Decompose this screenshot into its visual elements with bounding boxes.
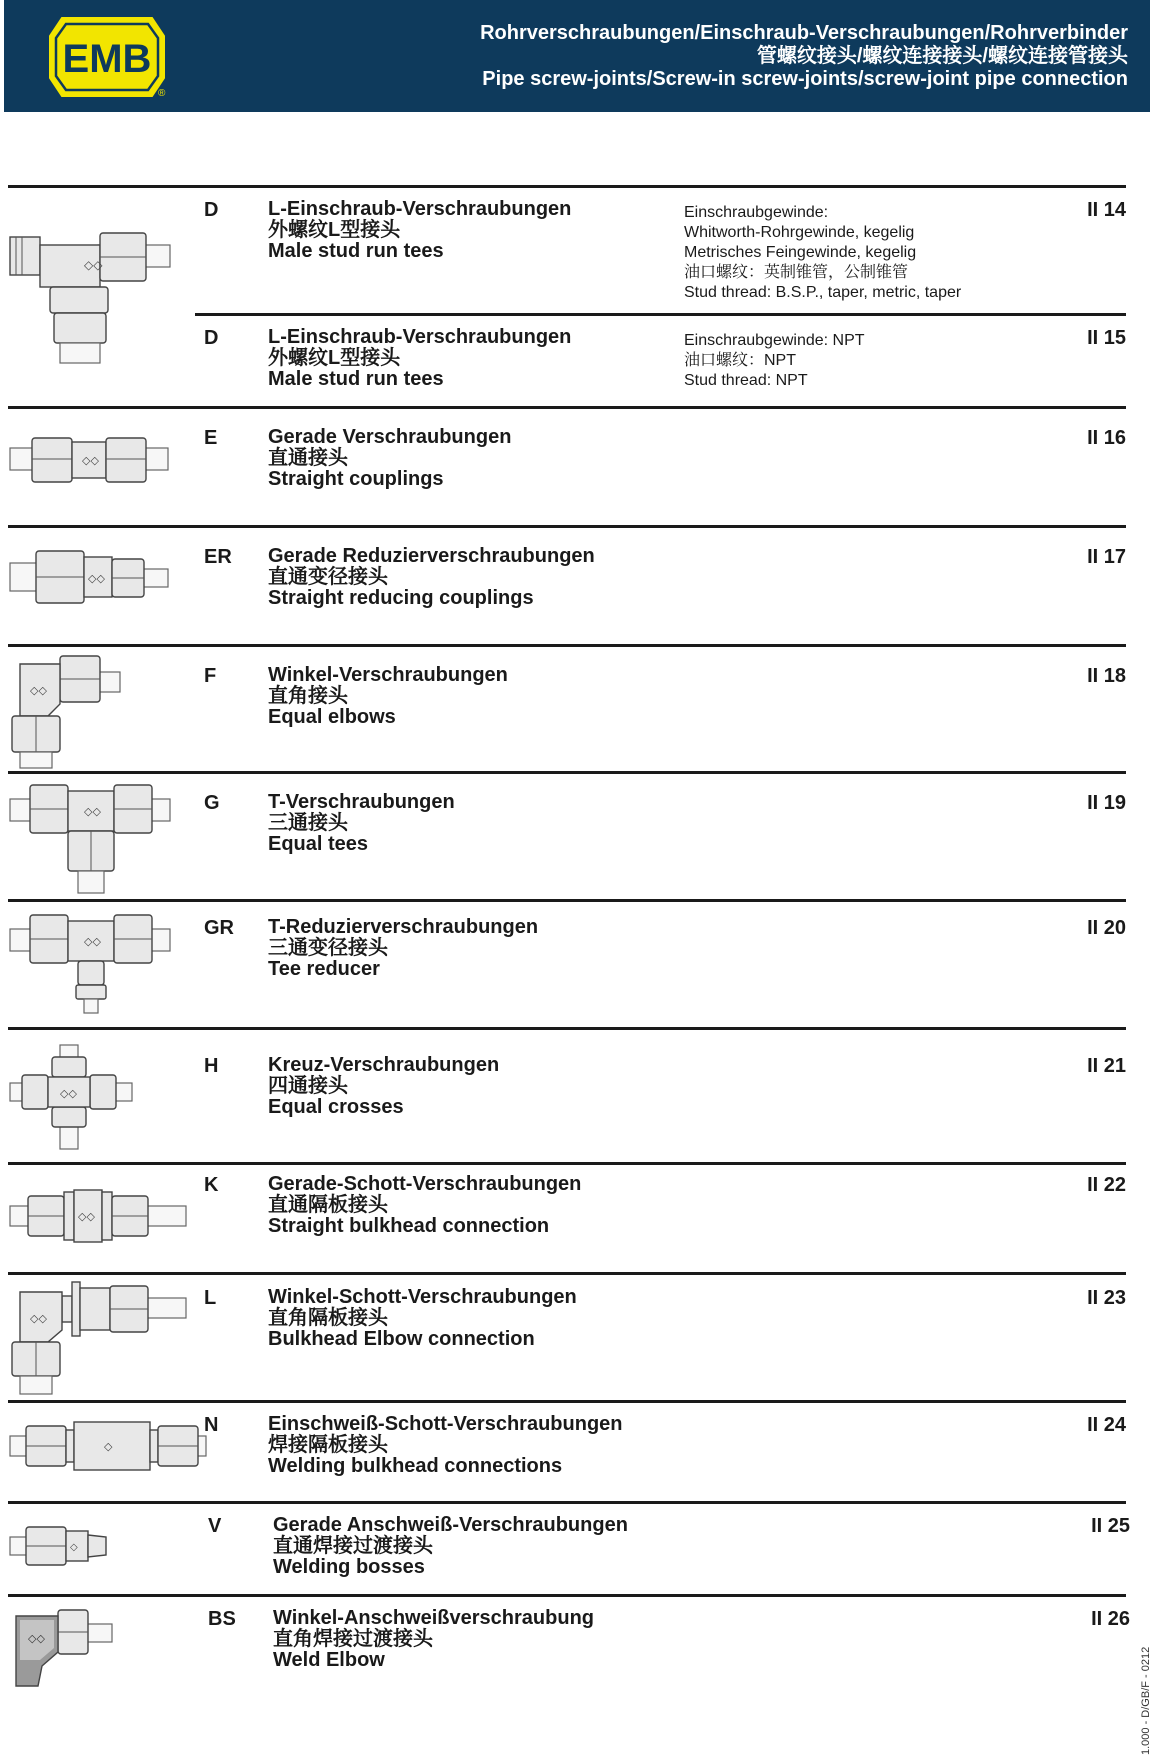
svg-text:◇◇: ◇◇ <box>60 1088 77 1100</box>
title-de: Gerade Verschraubungen <box>268 426 512 448</box>
row-code: D <box>204 327 219 349</box>
document-id: 1.000 - D/GB/F - 0212 <box>1140 1646 1152 1755</box>
page-ref[interactable]: II 21 <box>1087 1055 1126 1077</box>
welding-bulkhead-icon <box>8 1400 208 1500</box>
tee-reducer-icon <box>8 899 173 1024</box>
title-zh: 三通变径接头 <box>268 937 388 959</box>
title-de: Winkel-Schott-Verschraubungen <box>268 1286 577 1308</box>
title-zh: 直角焊接过渡接头 <box>273 1628 433 1650</box>
row-code: V <box>208 1515 222 1537</box>
divider <box>8 406 1126 409</box>
divider <box>195 313 1126 316</box>
row-titles <box>268 1055 499 1118</box>
svg-text:◇: ◇ <box>104 1441 113 1453</box>
row-titles <box>268 427 511 490</box>
row-titles <box>268 792 455 855</box>
row-titles <box>268 199 571 262</box>
divider <box>8 185 1126 188</box>
straight-reducing-coupling-icon <box>8 525 173 635</box>
page-ref[interactable]: II 22 <box>1087 1174 1126 1196</box>
row-titles <box>268 1287 577 1350</box>
page-ref[interactable]: II 19 <box>1087 792 1126 814</box>
note-line: Stud thread: B.S.P., taper, metric, taper <box>684 284 962 301</box>
title-de: Einschweiß-Schott-Verschraubungen <box>268 1413 623 1435</box>
page-ref[interactable]: II 23 <box>1087 1287 1126 1309</box>
title-en: Straight reducing couplings <box>268 587 534 609</box>
row-code: L <box>204 1287 217 1309</box>
row-code: GR <box>204 917 234 939</box>
emb-logo <box>48 16 166 98</box>
title-de: Gerade-Schott-Verschraubungen <box>268 1173 582 1195</box>
title-de: L-Einschraub-Verschraubungen <box>268 326 572 348</box>
row-code: H <box>204 1055 219 1077</box>
title-zh: 直通隔板接头 <box>268 1194 388 1216</box>
title-en: Tee reducer <box>268 958 380 980</box>
title-en: Weld Elbow <box>273 1649 385 1671</box>
title-en: Equal elbows <box>268 706 396 728</box>
row-titles <box>273 1515 628 1578</box>
row-code: D <box>204 199 219 221</box>
divider <box>8 525 1126 528</box>
svg-text:◇◇: ◇◇ <box>28 1633 45 1645</box>
page-ref[interactable]: II 26 <box>1091 1608 1130 1630</box>
row-titles <box>268 665 508 728</box>
title-en: Equal crosses <box>268 1096 404 1118</box>
title-de: Winkel-Verschraubungen <box>268 664 508 686</box>
divider <box>8 1594 1126 1597</box>
divider <box>8 1501 1126 1504</box>
divider <box>8 644 1126 647</box>
title-de: Winkel-Anschweißverschraubung <box>273 1607 594 1629</box>
title-en: Straight bulkhead connection <box>268 1215 550 1237</box>
page-ref[interactable]: II 18 <box>1087 665 1126 687</box>
male-stud-run-tee-icon <box>8 185 173 365</box>
title-zh: 外螺纹L型接头 <box>268 347 401 369</box>
page-ref[interactable]: II 20 <box>1087 917 1126 939</box>
note-line: Einschraubgewinde: <box>684 204 829 221</box>
row-notes <box>684 331 865 391</box>
title-zh: 直角接头 <box>268 685 348 707</box>
row-notes <box>684 203 961 303</box>
page-header <box>4 0 1150 112</box>
bulkhead-elbow-icon <box>8 1272 188 1397</box>
divider <box>8 1027 1126 1030</box>
page-ref[interactable]: II 17 <box>1087 546 1126 568</box>
row-code: N <box>204 1414 219 1436</box>
title-de: Gerade Anschweiß-Verschraubungen <box>273 1514 628 1536</box>
title-de: L-Einschraub-Verschraubungen <box>268 198 572 220</box>
note-line: 油口螺纹：NPT <box>684 352 797 369</box>
title-zh: 三通接头 <box>268 812 348 834</box>
straight-bulkhead-icon <box>8 1162 188 1267</box>
title-de: Gerade Reduzierverschraubungen <box>268 545 595 567</box>
divider <box>8 771 1126 774</box>
welding-boss-icon <box>8 1501 138 1591</box>
note-line: Metrisches Feingewinde, kegelig <box>684 244 917 261</box>
logo-text: EMB <box>62 37 152 81</box>
row-titles <box>268 327 571 390</box>
row-code: F <box>204 665 217 687</box>
page-ref[interactable]: II 14 <box>1087 199 1126 221</box>
equal-tee-icon <box>8 771 173 896</box>
note-line: Einschraubgewinde: NPT <box>684 332 865 349</box>
weld-elbow-icon <box>8 1594 138 1704</box>
page-ref[interactable]: II 24 <box>1087 1414 1126 1436</box>
equal-cross-icon <box>8 1027 173 1159</box>
equal-elbow-icon <box>8 644 173 769</box>
title-zh: 直通焊接过渡接头 <box>273 1535 433 1557</box>
title-de: Kreuz-Verschraubungen <box>268 1054 500 1076</box>
row-code: ER <box>204 546 232 568</box>
row-code: K <box>204 1174 219 1196</box>
svg-text:◇◇: ◇◇ <box>84 936 101 948</box>
title-en: Bulkhead Elbow connection <box>268 1328 535 1350</box>
note-line: Stud thread: NPT <box>684 372 808 389</box>
title-chinese: 管螺纹接头/螺纹连接接头/螺纹连接管接头 <box>756 45 1128 67</box>
note-line: Whitworth-Rohrgewinde, kegelig <box>684 224 915 241</box>
title-zh: 直通变径接头 <box>268 566 388 588</box>
page-ref[interactable]: II 16 <box>1087 427 1126 449</box>
title-en: Straight couplings <box>268 468 444 490</box>
divider <box>8 899 1126 902</box>
title-en: Equal tees <box>268 833 369 855</box>
title-en: Welding bosses <box>273 1556 425 1578</box>
row-titles <box>273 1608 594 1671</box>
title-zh: 外螺纹L型接头 <box>268 219 401 241</box>
svg-text:◇◇: ◇◇ <box>88 573 105 585</box>
row-titles <box>268 546 595 609</box>
title-en: Welding bulkhead connections <box>268 1455 563 1477</box>
svg-text:◇◇: ◇◇ <box>84 258 103 272</box>
title-german: Rohrverschraubungen/Einschraub-Verschraubungen/Rohrverbinder <box>480 22 1128 44</box>
header-titles <box>480 22 1128 91</box>
row-titles <box>268 1174 581 1237</box>
title-de: T-Reduzierverschraubungen <box>268 916 539 938</box>
svg-text:◇◇: ◇◇ <box>30 1313 47 1325</box>
title-zh: 四通接头 <box>268 1075 348 1097</box>
svg-text:◇◇: ◇◇ <box>30 685 47 697</box>
title-en: Male stud run tees <box>268 368 444 390</box>
title-zh: 直角隔板接头 <box>268 1307 388 1329</box>
svg-text:◇◇: ◇◇ <box>84 806 101 818</box>
title-zh: 焊接隔板接头 <box>268 1434 388 1456</box>
title-de: T-Verschraubungen <box>268 791 455 813</box>
page-ref[interactable]: II 25 <box>1091 1515 1130 1537</box>
title-en: Male stud run tees <box>268 240 444 262</box>
svg-text:◇◇: ◇◇ <box>78 1211 95 1223</box>
note-line: 油口螺纹：英制锥管，公制锥管 <box>684 264 909 281</box>
svg-text:◇◇: ◇◇ <box>82 455 99 467</box>
straight-coupling-icon <box>8 406 173 516</box>
row-code: BS <box>208 1608 236 1630</box>
row-code: G <box>204 792 220 814</box>
row-titles <box>268 1414 623 1477</box>
logo-mark: ® <box>158 88 166 98</box>
row-code: E <box>204 427 218 449</box>
title-english: Pipe screw-joints/Screw-in screw-joints/screw-joint pipe connection <box>482 68 1128 90</box>
title-zh: 直通接头 <box>268 447 348 469</box>
svg-text:◇: ◇ <box>70 1542 78 1553</box>
page-ref[interactable]: II 15 <box>1087 327 1126 349</box>
row-titles <box>268 917 538 980</box>
